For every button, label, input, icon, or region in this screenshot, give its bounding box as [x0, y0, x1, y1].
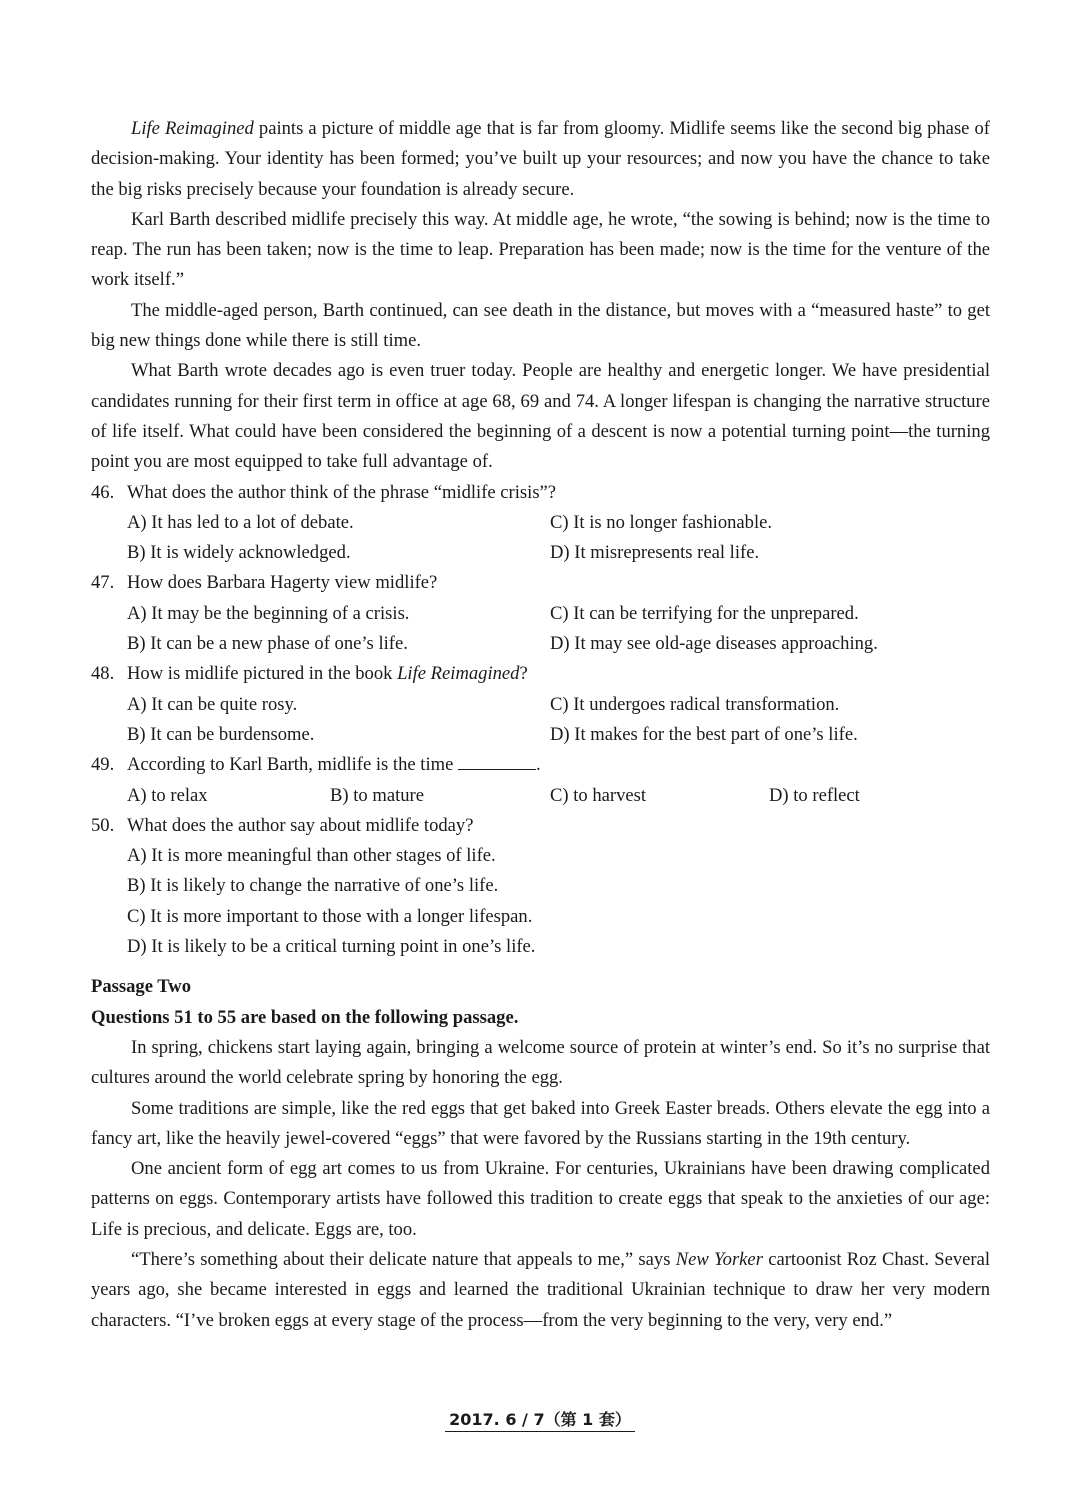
passage-two-heading: Passage Two — [91, 976, 192, 998]
passage-two-paragraph-4: “There’s something about their delicate nature that appeals to me,” says New Yorker cartoonist Roz Chast. Several years ago, she became interested in eggs and learned the traditional Ukrainian technique to draw her very modern characters. “I’ve broken eggs at every stage of the process—from the very beginning to the very, very end.” — [91, 1248, 990, 1331]
magazine-name: New Yorker — [675, 1248, 763, 1270]
option-47-c[interactable]: C) It can be terrifying for the unprepared. — [550, 602, 859, 624]
option-46-c[interactable]: C) It is no longer fashionable. — [550, 511, 773, 533]
passage-two-subheading: Questions 51 to 55 are based on the following passage. — [91, 1006, 519, 1028]
page-footer: 2017. 6 / 7（第 1 套） — [0, 1407, 1080, 1430]
question-50-options — [91, 841, 990, 962]
option-47-a[interactable]: A) It may be the beginning of a crisis. — [127, 602, 410, 624]
option-49-c[interactable]: C) to harvest — [550, 784, 647, 806]
question-47-options — [91, 599, 990, 660]
question-49-options — [91, 781, 990, 811]
question-46-options — [91, 508, 990, 569]
option-48-c[interactable]: C) It undergoes radical transformation. — [550, 693, 840, 715]
option-46-d[interactable]: D) It misrepresents real life. — [550, 542, 760, 564]
option-50-a[interactable]: A) It is more meaningful than other stages of life. — [127, 845, 496, 867]
option-46-a[interactable]: A) It has led to a lot of debate. — [127, 511, 354, 533]
option-49-d[interactable]: D) to reflect — [769, 784, 860, 806]
option-47-d[interactable]: D) It may see old-age diseases approaching. — [550, 633, 878, 655]
question-50: 50. What does the author say about midlife today? — [91, 814, 474, 836]
question-48-options — [91, 690, 990, 751]
passage-two-paragraph-2: Some traditions are simple, like the red eggs that get baked into Greek Easter breads. Others elevate the egg into a fancy art, like the heavily jewel-covered “eggs” that were favored by the Russians starting in the 19th century. — [91, 1097, 990, 1149]
option-48-b[interactable]: B) It can be burdensome. — [127, 723, 315, 745]
passage-one-paragraph-2: Karl Barth described midlife precisely this way. At middle age, he wrote, “the sowing is behind; now is the time to reap. The run has been taken; now is the time to leap. Preparation has been made; now is the time for the venture of the work itself.” — [91, 208, 990, 291]
question-46: 46. What does the author think of the phrase “midlife crisis”? — [91, 481, 557, 503]
answer-blank — [458, 751, 536, 770]
option-50-b[interactable]: B) It is likely to change the narrative of one’s life. — [127, 875, 499, 897]
option-50-c[interactable]: C) It is more important to those with a longer lifespan. — [127, 905, 533, 927]
passage-two-paragraph-1: In spring, chickens start laying again, bringing a welcome source of protein at winter’s end. So it’s no surprise that cultures around the world celebrate spring by honoring the egg. — [91, 1036, 990, 1089]
option-47-b[interactable]: B) It can be a new phase of one’s life. — [127, 633, 408, 655]
passage-one-paragraph-3: The middle-aged person, Barth continued, can see death in the distance, but moves with a “measured haste” to get big new things done while there is still time. — [91, 299, 990, 352]
option-50-d[interactable]: D) It is likely to be a critical turning point in one’s life. — [127, 936, 536, 958]
passage-one-paragraph-4: What Barth wrote decades ago is even truer today. People are healthy and energetic longer. We have presidential candidates running for their first term in office at age 68, 69 and 74. A longer lifespan is changing the narrative structure of life itself. What could have been considered the beginning of a descent is now a potential turning point—the turning point you are most equipped to take full advantage of. — [91, 360, 990, 473]
page-content — [91, 114, 990, 1336]
question-47: 47. How does Barbara Hagerty view midlife? — [91, 572, 438, 594]
option-46-b[interactable]: B) It is widely acknowledged. — [127, 542, 351, 564]
option-48-d[interactable]: D) It makes for the best part of one’s life. — [550, 723, 858, 745]
book-title: Life Reimagined — [131, 118, 254, 139]
passage-two-paragraph-3: One ancient form of egg art comes to us from Ukraine. For centuries, Ukrainians have been drawing complicated patterns on eggs. Contemporary artists have followed this tradition to create eggs that speak to the anxieties of our age: Life is precious, and delicate. Eggs are, too. — [91, 1158, 990, 1240]
option-49-a[interactable]: A) to relax — [127, 784, 208, 806]
question-48: 48. How is midlife pictured in the book Life Reimagined? — [91, 663, 528, 685]
question-49: 49. According to Karl Barth, midlife is the time . — [91, 750, 990, 780]
option-48-a[interactable]: A) It can be quite rosy. — [127, 693, 298, 715]
option-49-b[interactable]: B) to mature — [330, 784, 424, 806]
passage-one-paragraph-1: Life Reimagined paints a picture of middle age that is far from gloomy. Midlife seems like the second big phase of decision-making. Your identity has been formed; you’ve built up your resources; and now you have the chance to take the big risks precisely because your foundation is already secure. — [91, 118, 990, 200]
